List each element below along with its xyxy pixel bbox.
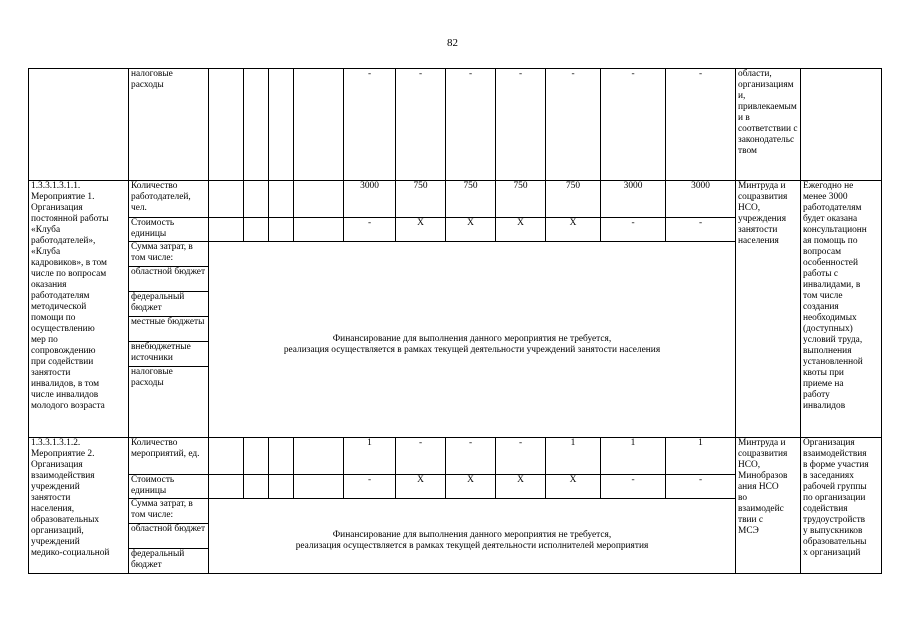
row-label: налоговые расходы bbox=[129, 367, 209, 438]
value-cell: 1 bbox=[666, 438, 736, 475]
value-cell: - bbox=[446, 69, 496, 181]
value-cell: 750 bbox=[546, 181, 601, 218]
value-cell: - bbox=[601, 218, 666, 242]
value-cell: 3000 bbox=[666, 181, 736, 218]
value-cell: - bbox=[496, 438, 546, 475]
value-cell: 1 bbox=[546, 438, 601, 475]
value-cell: Х bbox=[396, 475, 446, 499]
value-cell: - bbox=[601, 69, 666, 181]
row-label: федеральный бюджет bbox=[129, 549, 209, 574]
code-cell bbox=[29, 69, 129, 181]
value-cell: 1 bbox=[601, 438, 666, 475]
row-label: местные бюджеты bbox=[129, 317, 209, 342]
row-label: налоговые расходы bbox=[129, 69, 209, 181]
executor-cell: области, организациями, привлекаемыми в соответствии с законодательством bbox=[736, 69, 801, 181]
result-cell bbox=[801, 69, 882, 181]
value-cell: - bbox=[344, 218, 396, 242]
value-cell: - bbox=[666, 69, 736, 181]
value-cell: - bbox=[396, 438, 446, 475]
value-cell: 1 bbox=[344, 438, 396, 475]
value-cell: 750 bbox=[496, 181, 546, 218]
financing-note: Финансирование для выполнения данного мероприятия не требуется, реализация осуществляется в рамках текущей деятельности исполнителей мероприятия bbox=[209, 499, 736, 574]
table-row bbox=[29, 69, 882, 181]
value-cell: 750 bbox=[446, 181, 496, 218]
financing-note: Финансирование для выполнения данного мероприятия не требуется, реализация осуществляется в рамках текущей деятельности учреждений занятости населения bbox=[209, 242, 736, 438]
value-cell: Х bbox=[496, 475, 546, 499]
value-cell: - bbox=[496, 69, 546, 181]
value-cell: - bbox=[344, 475, 396, 499]
table-row bbox=[29, 438, 882, 475]
row-label: областной бюджет bbox=[129, 267, 209, 292]
value-cell: - bbox=[666, 475, 736, 499]
result-cell: Организация взаимодействия в форме участия в заседаниях рабочей группы по организации содействия трудоустройств у выпускников образовательны х организаций bbox=[801, 438, 882, 574]
row-label: Стоимость единицы bbox=[129, 475, 209, 499]
value-cell: 3000 bbox=[344, 181, 396, 218]
row-label: внебюджетные источники bbox=[129, 342, 209, 367]
row-label: федеральный бюджет bbox=[129, 292, 209, 317]
result-cell: Ежегодно не менее 3000 работодателям будет оказана консультационн ая помощь по вопросам особенностей работы с инвалидами, в том числе создания необходимых (доступных) условий труда, выполнения установленной квоты при приеме на работу инвалидов bbox=[801, 181, 882, 438]
row-label: Сумма затрат, в том числе: bbox=[129, 242, 209, 267]
value-cell: - bbox=[446, 438, 496, 475]
value-cell: Х bbox=[396, 218, 446, 242]
value-cell: - bbox=[546, 69, 601, 181]
row-label: Количество мероприятий, ед. bbox=[129, 438, 209, 475]
value-cell: Х bbox=[496, 218, 546, 242]
row-label: Количество работодателей, чел. bbox=[129, 181, 209, 218]
measure-code-cell: 1.3.3.1.3.1.1. Мероприятие 1. Организация постоянной работы «Клуба работодателей», «Клуба кадровиков», в том числе по вопросам оказания работодателям методической помощи по осуществлению мер по сопровождению при содействии занятости инвалидов, в том числе инвалидов молодого возраста bbox=[29, 181, 129, 438]
value-cell: Х bbox=[446, 475, 496, 499]
table-row bbox=[29, 181, 882, 218]
measures-table bbox=[28, 68, 882, 574]
value-cell: - bbox=[344, 69, 396, 181]
row-label: Стоимость единицы bbox=[129, 218, 209, 242]
executor-cell: Минтруда и соцразвития НСО, Минобразов ания НСО во взаимодейс твии с МСЭ bbox=[736, 438, 801, 574]
value-cell: - bbox=[666, 218, 736, 242]
value-cell: Х bbox=[446, 218, 496, 242]
value-cell: - bbox=[601, 475, 666, 499]
measure-code-cell: 1.3.3.1.3.1.2. Мероприятие 2. Организация взаимодействия учреждений занятости населения, образовательных организаций, учреждений медико-социальной bbox=[29, 438, 129, 574]
row-label: Сумма затрат, в том числе: bbox=[129, 499, 209, 524]
executor-cell: Минтруда и соцразвития НСО, учреждения занятости населения bbox=[736, 181, 801, 438]
page-number: 82 bbox=[447, 37, 458, 49]
row-label: областной бюджет bbox=[129, 524, 209, 549]
value-cell: 3000 bbox=[601, 181, 666, 218]
value-cell: - bbox=[396, 69, 446, 181]
value-cell: Х bbox=[546, 218, 601, 242]
value-cell: Х bbox=[546, 475, 601, 499]
value-cell: 750 bbox=[396, 181, 446, 218]
